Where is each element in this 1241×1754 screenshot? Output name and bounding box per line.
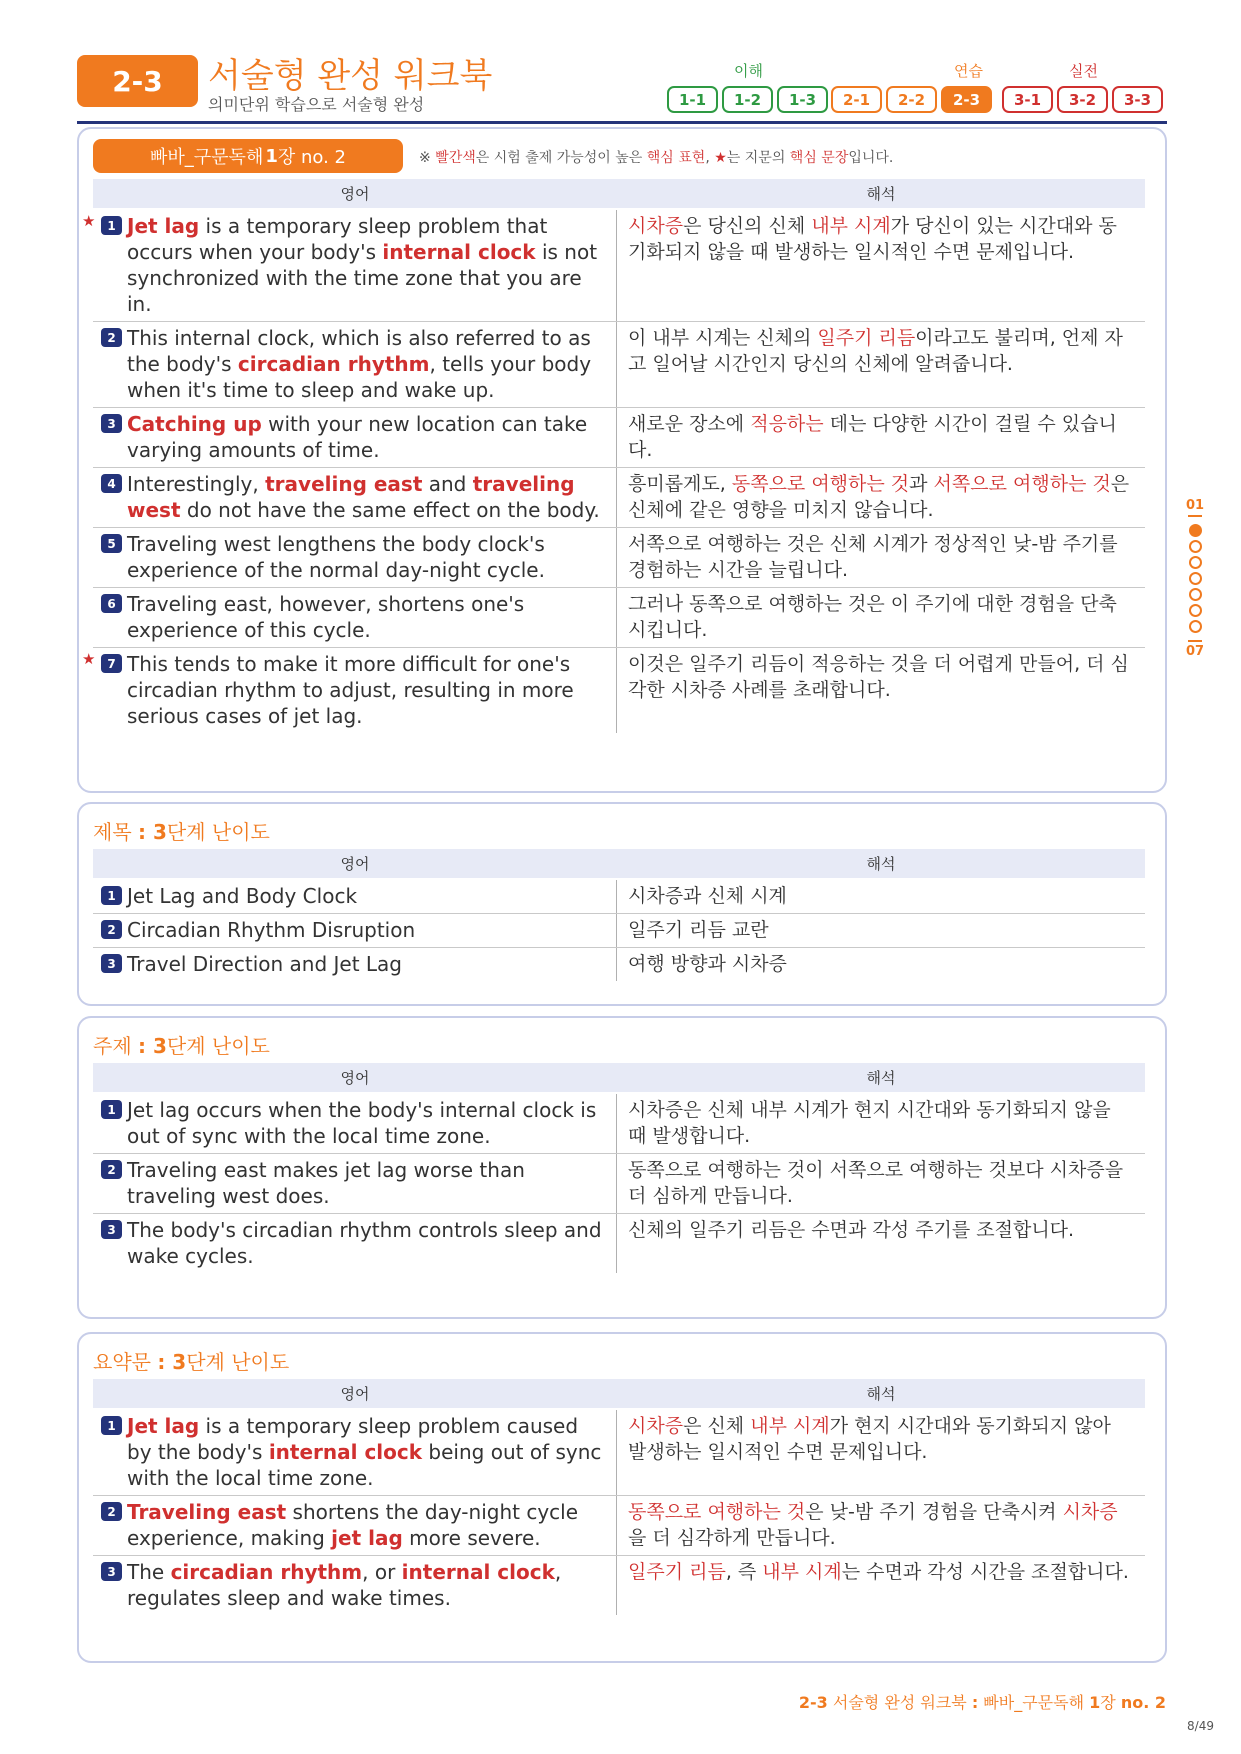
- key-expression: 내부 시계: [750, 1415, 830, 1437]
- step-nav-understand: [667, 86, 828, 113]
- note-part: 는 지문의: [726, 150, 790, 166]
- column-header-english: 영어: [340, 1069, 370, 1087]
- sentence-text: Traveling east makes jet lag worse than traveling west does.: [127, 1158, 525, 1208]
- note-part: ※: [419, 150, 436, 166]
- number-badge: 3: [101, 1562, 122, 1581]
- number-badge: 1: [101, 1416, 122, 1435]
- english-cell: [93, 914, 617, 947]
- progress-divider: [1188, 515, 1202, 517]
- page-subtitle: 의미단위 학습으로 서술형 완성: [208, 95, 425, 114]
- number-badge: 2: [101, 1160, 122, 1179]
- english-cell: [93, 1214, 617, 1273]
- korean-cell: [617, 1410, 1145, 1495]
- column-header-korean: 해석: [866, 185, 896, 203]
- sentence-text: The: [127, 1560, 171, 1584]
- sentence-text: Traveling west lengthens the body clock's experience of the normal day-night cycle.: [127, 532, 545, 582]
- step-1-2[interactable]: 1-2: [722, 86, 773, 113]
- key-expression: traveling east: [265, 472, 423, 496]
- footer-separator: :: [971, 1693, 979, 1712]
- key-expression: 일주기 리듬: [817, 327, 916, 349]
- footer-chapter-number: 1: [1089, 1693, 1101, 1712]
- table-row: [93, 1094, 1145, 1154]
- number-badge: 1: [101, 216, 122, 235]
- progress-dot: [1189, 540, 1202, 553]
- korean-cell: [617, 648, 1145, 733]
- korean-cell: [617, 210, 1145, 321]
- number-badge: 3: [101, 414, 122, 433]
- translation-text: 신체의 일주기 리듬은 수면과 각성 주기를 조절합니다.: [628, 1219, 1075, 1241]
- translation-text: 을 더 심각하게 만듭니다.: [628, 1527, 836, 1549]
- column-header-english: 영어: [340, 185, 370, 203]
- step-nav-real: [1002, 86, 1163, 113]
- step-group-label-real: 실전: [1069, 62, 1098, 80]
- korean-cell: [617, 528, 1145, 587]
- number-badge: 6: [101, 594, 122, 613]
- table-header: [93, 849, 1145, 878]
- translation-text: 가 당신이 있는 시간대와 동기화되지 않을 때 발생하는 일시적인 수면 문제입니다.: [628, 215, 1117, 263]
- english-cell: [93, 528, 617, 587]
- number-badge: 4: [101, 474, 122, 493]
- translation-text: 시차증과 신체 시계: [628, 885, 787, 907]
- translation-text: 가 현지 시간대와 동기화되지 않아 발생하는 일시적인 수면 문제입니다.: [628, 1415, 1111, 1463]
- source-chapter-number: 1: [265, 145, 278, 167]
- note-part: 은 시험 출제 가능성이 높은: [475, 150, 647, 166]
- sentence-text: This internal clock, which is also referred to as the body's: [127, 326, 591, 376]
- sentence-text: Interestingly,: [127, 472, 266, 496]
- english-cell: [93, 408, 617, 467]
- star-icon: ★: [82, 212, 96, 230]
- star-icon: ★: [82, 650, 96, 668]
- note-highlight: 핵심 문장: [789, 150, 849, 166]
- title-panel: [77, 802, 1167, 1006]
- english-cell: [93, 1496, 617, 1555]
- translation-text: 은 낮-밤 주기 경험을 단축시켜: [805, 1501, 1063, 1523]
- sentence-text: , tells your body when it's time to sleep and wake up.: [127, 352, 592, 402]
- step-nav-practice: [831, 86, 992, 113]
- key-expression: internal clock: [401, 1560, 555, 1584]
- english-cell: [93, 588, 617, 647]
- page-title: 서술형 완성 워크북: [208, 56, 493, 96]
- difficulty-suffix: 단계 난이도: [186, 1350, 290, 1374]
- sentence-text: Circadian Rhythm Disruption: [127, 918, 416, 942]
- key-expression: Traveling east: [127, 1500, 287, 1524]
- section-badge: 2-3: [77, 55, 198, 107]
- table-row: [93, 408, 1145, 468]
- sentence-text: shortens the day-night cycle experience, making: [127, 1500, 579, 1550]
- number-badge: 1: [101, 1100, 122, 1119]
- korean-cell: [617, 1556, 1145, 1615]
- key-expression: circadian rhythm: [237, 352, 430, 376]
- key-expression: 시차증: [628, 1415, 684, 1437]
- key-expression: internal clock: [268, 1440, 423, 1464]
- section-heading: [93, 816, 270, 845]
- english-cell: [93, 880, 617, 913]
- table-header: [93, 179, 1145, 208]
- sentence-text: with your new location can take varying amounts of time.: [127, 412, 588, 462]
- progress-dot: [1189, 604, 1202, 617]
- key-expression: 동쪽으로 여행하는 것: [731, 473, 910, 495]
- section-label: 제목: [93, 820, 138, 844]
- table-row: [93, 880, 1145, 914]
- step-1-1[interactable]: 1-1: [667, 86, 718, 113]
- key-expression: 일주기 리듬: [628, 1561, 726, 1583]
- sentence-text: Jet lag occurs when the body's internal clock is out of sync with the local time zone.: [127, 1098, 597, 1148]
- english-cell: [93, 948, 617, 981]
- section-label: 요약문: [93, 1350, 158, 1374]
- translation-text: 흥미롭게도,: [628, 473, 732, 495]
- sentence-text: Traveling east, however, shortens one's experience of this cycle.: [127, 592, 525, 642]
- translation-text: 일주기 리듬 교란: [628, 919, 769, 941]
- progress-dot: [1189, 572, 1202, 585]
- translation-text: 이 내부 시계는 신체의: [628, 327, 818, 349]
- progress-dots: [1189, 521, 1202, 636]
- step-3-1[interactable]: 3-1: [1002, 86, 1053, 113]
- english-cell: [82, 210, 617, 321]
- source-pill: [93, 139, 403, 173]
- table-header: [93, 1063, 1145, 1092]
- sentence-text: is a temporary sleep problem caused by the body's: [127, 1414, 579, 1464]
- source-chapter-suffix: 장 no. 2: [277, 147, 346, 168]
- translation-text: 시차증은 신체 내부 시계가 현지 시간대와 동기화되지 않을 때 발생합니다.: [628, 1099, 1111, 1147]
- translation-text: , 즉: [725, 1561, 763, 1583]
- step-2-1[interactable]: 2-1: [831, 86, 882, 113]
- english-cell: [93, 1154, 617, 1213]
- progress-dot: [1189, 588, 1202, 601]
- summary-panel: [77, 1332, 1167, 1663]
- progress-dot: [1189, 556, 1202, 569]
- step-2-2[interactable]: 2-2: [886, 86, 937, 113]
- step-3-2[interactable]: 3-2: [1057, 86, 1108, 113]
- number-badge: 2: [101, 920, 122, 939]
- table-row: [82, 210, 1145, 322]
- key-expression: jet lag: [331, 1526, 403, 1550]
- sentence-text: The body's circadian rhythm controls sleep and wake cycles.: [127, 1218, 602, 1268]
- english-cell: [93, 1556, 617, 1615]
- number-badge: 3: [101, 954, 122, 973]
- table-row: [93, 1214, 1145, 1273]
- translation-text: 과: [909, 473, 934, 495]
- table-row: [93, 1410, 1145, 1496]
- source-book: 빠바_구문독해: [150, 147, 264, 168]
- difficulty-suffix: 단계 난이도: [166, 820, 270, 844]
- korean-cell: [617, 1214, 1145, 1273]
- key-expression: 시차증: [1062, 1501, 1118, 1523]
- topic-panel: [77, 1016, 1167, 1319]
- key-expression: Jet lag: [127, 214, 200, 238]
- table-row: [93, 528, 1145, 588]
- progress-dot: [1189, 524, 1202, 537]
- korean-cell: [617, 322, 1145, 407]
- translation-text: 새로운 장소에: [628, 413, 751, 435]
- key-expression: 서쪽으로 여행하는 것: [933, 473, 1111, 495]
- korean-cell: [617, 948, 1145, 981]
- step-group-label-understand: 이해: [734, 62, 763, 80]
- number-badge: 2: [101, 328, 122, 347]
- footer-title: 서술형 완성 워크북: [827, 1693, 972, 1712]
- note-part: ,: [705, 150, 715, 166]
- table-row: [93, 588, 1145, 648]
- sentence-text: more severe.: [402, 1526, 541, 1550]
- header-divider: [77, 121, 1167, 124]
- sentence-text: , or: [362, 1560, 402, 1584]
- number-badge: 1: [101, 886, 122, 905]
- note-part: 입니다.: [848, 150, 894, 166]
- sentence-text: This tends to make it more difficult for one's circadian rhythm to adjust, resulting in more serious cases of jet lag.: [127, 652, 574, 728]
- number-badge: 2: [101, 1502, 122, 1521]
- number-badge: 7: [101, 654, 122, 673]
- footer-code: 2-3: [798, 1693, 828, 1712]
- table-row: [93, 914, 1145, 948]
- key-expression: Catching up: [127, 412, 262, 436]
- section-heading: [93, 1346, 289, 1375]
- korean-cell: [617, 588, 1145, 647]
- table-row: [93, 1496, 1145, 1556]
- translation-text: 여행 방향과 시차증: [628, 953, 787, 975]
- summary-table: [93, 1410, 1145, 1615]
- english-cell: [82, 648, 617, 733]
- korean-cell: [617, 914, 1145, 947]
- translation-text: 은 신체: [683, 1415, 751, 1437]
- legend-note: [419, 147, 893, 167]
- english-cell: [93, 1410, 617, 1495]
- translation-text: 서쪽으로 여행하는 것은 신체 시계가 정상적인 낮-밤 주기를 경험하는 시간을 늘립니다.: [628, 533, 1118, 581]
- korean-cell: [617, 1094, 1145, 1153]
- topic-table: [93, 1094, 1145, 1273]
- sentence-text: being out of sync with the local time zone.: [127, 1440, 602, 1490]
- english-cell: [93, 468, 617, 527]
- table-row: [93, 1556, 1145, 1615]
- reading-panel: [77, 127, 1167, 793]
- key-expression: 내부 시계: [811, 215, 891, 237]
- english-cell: [93, 1094, 617, 1153]
- table-row: [93, 948, 1145, 981]
- progress-dot: [1189, 620, 1202, 633]
- footer-caption: [799, 1690, 1166, 1713]
- note-highlight: 빨간색: [435, 150, 476, 166]
- sentence-table: [82, 210, 1145, 733]
- progress-start-label: 01: [1185, 498, 1205, 513]
- key-expression: Jet lag: [127, 1414, 200, 1438]
- translation-text: 데는 다양한 시간이 걸릴 수 있습니다.: [628, 413, 1117, 461]
- section-label: 주제: [93, 1034, 138, 1058]
- translation-text: 동쪽으로 여행하는 것이 서쪽으로 여행하는 것보다 시차증을 더 심하게 만듭니다.: [628, 1159, 1124, 1207]
- page-number: 8/49: [1187, 1719, 1214, 1733]
- note-highlight: 핵심 표현: [646, 150, 706, 166]
- sentence-text: Travel Direction and Jet Lag: [127, 952, 402, 976]
- footer-chapter-suffix: 장: [1100, 1693, 1121, 1712]
- step-3-3[interactable]: 3-3: [1112, 86, 1163, 113]
- table-row: [93, 468, 1145, 528]
- english-cell: [93, 322, 617, 407]
- key-expression: 동쪽으로 여행하는 것: [628, 1501, 806, 1523]
- progress-end-label: 07: [1185, 644, 1205, 659]
- translation-text: 은 신체에 같은 영향을 미치지 않습니다.: [628, 473, 1130, 521]
- title-table: [93, 880, 1145, 981]
- korean-cell: [617, 1154, 1145, 1213]
- column-header-english: 영어: [340, 1385, 370, 1403]
- translation-text: 는 수면과 각성 시간을 조절합니다.: [841, 1561, 1129, 1583]
- key-expression: circadian rhythm: [170, 1560, 363, 1584]
- sentence-text: is a temporary sleep problem that occurs when your body's: [127, 214, 548, 264]
- column-header-korean: 해석: [866, 1069, 896, 1087]
- number-badge: 5: [101, 534, 122, 553]
- translation-text: 이라고도 불리며, 언제 자고 일어날 시간인지 당신의 신체에 알려줍니다.: [628, 327, 1123, 375]
- sentence-text: , regulates sleep and wake times.: [127, 1560, 562, 1610]
- progress-divider: [1188, 640, 1202, 642]
- key-expression: 적응하는: [750, 413, 824, 435]
- footer-number: no. 2: [1120, 1693, 1166, 1712]
- difficulty-level: : 3: [138, 1034, 167, 1058]
- sentence-text: is not synchronized with the time zone that you are in.: [127, 240, 598, 316]
- step-1-3[interactable]: 1-3: [777, 86, 828, 113]
- column-header-korean: 해석: [866, 855, 896, 873]
- star-icon: ★: [714, 150, 727, 166]
- column-header-english: 영어: [340, 855, 370, 873]
- table-header: [93, 1379, 1145, 1408]
- side-progress: [1178, 498, 1212, 659]
- difficulty-level: : 3: [138, 820, 167, 844]
- step-group-label-practice: 연습: [954, 62, 983, 80]
- difficulty-suffix: 단계 난이도: [166, 1034, 270, 1058]
- translation-text: 이것은 일주기 리듬이 적응하는 것을 더 어렵게 만들어, 더 심각한 시차증 사례를 초래합니다.: [628, 653, 1129, 701]
- korean-cell: [617, 880, 1145, 913]
- korean-cell: [617, 408, 1145, 467]
- table-row: [82, 648, 1145, 733]
- table-row: [93, 322, 1145, 408]
- korean-cell: [617, 468, 1145, 527]
- translation-text: 은 당신의 신체: [683, 215, 812, 237]
- footer-book: 빠바_구문독해: [978, 1693, 1090, 1712]
- key-expression: 내부 시계: [762, 1561, 842, 1583]
- step-2-3[interactable]: 2-3: [941, 86, 992, 113]
- sentence-text: and: [422, 472, 473, 496]
- translation-text: 그러나 동쪽으로 여행하는 것은 이 주기에 대한 경험을 단축시킵니다.: [628, 593, 1117, 641]
- table-row: [93, 1154, 1145, 1214]
- key-expression: internal clock: [382, 240, 536, 264]
- number-badge: 3: [101, 1220, 122, 1239]
- key-expression: 시차증: [628, 215, 684, 237]
- column-header-korean: 해석: [866, 1385, 896, 1403]
- sentence-text: do not have the same effect on the body.: [180, 498, 600, 522]
- difficulty-level: : 3: [157, 1350, 187, 1374]
- korean-cell: [617, 1496, 1145, 1555]
- sentence-text: Jet Lag and Body Clock: [127, 884, 358, 908]
- section-heading: [93, 1030, 270, 1059]
- key-expression: traveling west: [127, 472, 575, 522]
